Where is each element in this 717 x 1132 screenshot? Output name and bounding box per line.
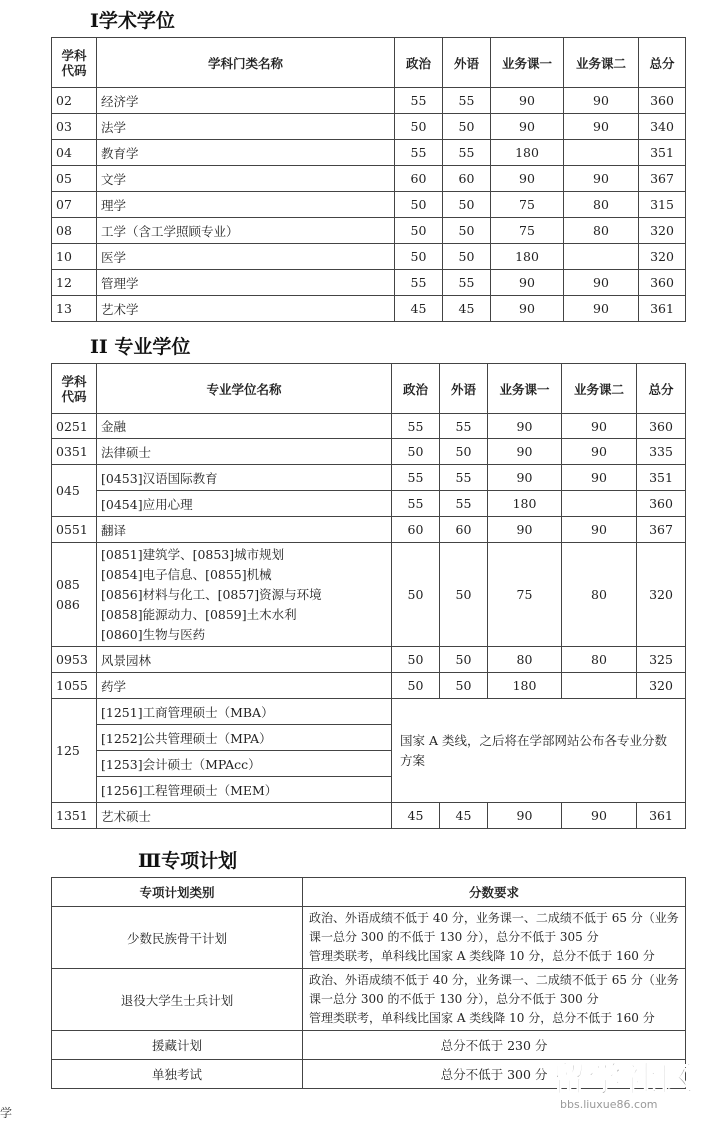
table-row	[52, 192, 686, 218]
code-cell: 1351	[52, 803, 97, 829]
table-row	[52, 270, 686, 296]
score-cell: 90	[491, 114, 564, 140]
header-row	[52, 38, 686, 88]
column-header: 业务课二	[564, 38, 639, 88]
score-cell: 55	[443, 140, 491, 166]
column-header: 学科 代码	[52, 38, 97, 88]
column-header: 分数要求	[303, 878, 686, 907]
score-cell: 90	[491, 88, 564, 114]
column-header: 学科 代码	[52, 364, 97, 414]
name-cell: 工学（含工学照顾专业）	[97, 218, 395, 244]
table-row	[52, 166, 686, 192]
score-cell: 340	[639, 114, 686, 140]
score-cell: 55	[443, 270, 491, 296]
code-cell: 07	[52, 192, 97, 218]
name-cell: 管理学	[97, 270, 395, 296]
code-cell: 0953	[52, 647, 97, 673]
column-header: 专项计划类别	[52, 878, 303, 907]
score-cell: 60	[395, 166, 443, 192]
plan-category: 少数民族骨干计划	[52, 907, 303, 969]
column-header: 总分	[639, 38, 686, 88]
score-cell: 75	[491, 218, 564, 244]
table-row	[52, 907, 686, 969]
name-cell: 艺术硕士	[97, 803, 392, 829]
score-cell: 320	[639, 244, 686, 270]
code-cell: 08	[52, 218, 97, 244]
name-cell: 教育学	[97, 140, 395, 166]
score-cell: 90	[491, 296, 564, 322]
table-row	[52, 218, 686, 244]
score-cell: 90	[564, 296, 639, 322]
score-cell	[564, 140, 639, 166]
name-cell: 经济学	[97, 88, 395, 114]
score-cell: 80	[564, 192, 639, 218]
name-cell: [1251]工商管理硕士（MBA）	[97, 699, 392, 725]
score-cell: 80	[564, 218, 639, 244]
plan-category: 退役大学生士兵计划	[52, 969, 303, 1031]
score-cell: 90	[491, 166, 564, 192]
score-cell: 50	[443, 192, 491, 218]
table-row: 0953 风景园林 50 50 80 80 325	[52, 647, 686, 673]
score-cell: 50	[395, 114, 443, 140]
score-cell: 90	[564, 114, 639, 140]
academic-degree-table	[51, 37, 686, 322]
score-cell: 90	[564, 166, 639, 192]
name-cell: 风景园林	[97, 647, 392, 673]
score-cell: 90	[564, 270, 639, 296]
score-cell: 360	[639, 88, 686, 114]
section3-heading: Ⅲ专项计划	[138, 850, 238, 872]
table-row: 045 [0453]汉语国际教育 55 55 90 90 351	[52, 465, 686, 491]
score-cell: 50	[443, 218, 491, 244]
header-row	[52, 878, 686, 907]
code-cell: 02	[52, 88, 97, 114]
footer-fragment: 学	[0, 1106, 13, 1120]
code-cell: 05	[52, 166, 97, 192]
column-header: 政治	[395, 38, 443, 88]
table-row	[52, 114, 686, 140]
column-header: 学科门类名称	[97, 38, 395, 88]
table-header	[52, 38, 686, 88]
column-header: 业务课二	[562, 364, 637, 414]
watermark-logo: 留学社区	[552, 1060, 696, 1100]
code-cell: 13	[52, 296, 97, 322]
name-cell: [0454]应用心理	[97, 491, 392, 517]
name-cell: 医学	[97, 244, 395, 270]
score-requirement: 政治、外语成绩不低于 40 分，业务课一、二成绩不低于 65 分（业务课一总分 300 的不低于 130 分），总分不低于 305 分 管理类联考，单科线比国家 A 类线降 10 分，总分不低于 160 分	[303, 907, 686, 969]
name-cell: 艺术学	[97, 296, 395, 322]
score-cell: 55	[443, 88, 491, 114]
plan-category: 援藏计划	[52, 1031, 303, 1060]
score-cell: 45	[443, 296, 491, 322]
table-row: 0251 金融 55 55 90 90 360	[52, 414, 686, 439]
score-cell: 90	[564, 88, 639, 114]
section1-heading: Ⅰ学术学位	[90, 10, 175, 32]
name-cell: 理学	[97, 192, 395, 218]
column-header: 业务课一	[488, 364, 562, 414]
column-header: 外语	[440, 364, 488, 414]
professional-degree-table	[51, 363, 686, 829]
code-cell: 0551	[52, 517, 97, 543]
table-row: 085 086 [0851]建筑学、[0853]城市规划 [0854]电子信息、[0855]机械 [0856]材料与化工、[0857]资源与环境 [0858]能源动力、[0859]土木水利 [0860]生物与医药 50 50 75 80 320	[52, 543, 686, 647]
score-cell: 75	[491, 192, 564, 218]
score-cell: 50	[443, 114, 491, 140]
table-row	[52, 140, 686, 166]
code-cell: 0251	[52, 414, 97, 439]
score-cell: 55	[395, 140, 443, 166]
name-cell: [0453]汉语国际教育	[97, 465, 392, 491]
table-row	[52, 699, 686, 725]
name-cell: 翻译	[97, 517, 392, 543]
header-row	[52, 364, 686, 414]
name-cell: 法学	[97, 114, 395, 140]
score-cell: 351	[639, 140, 686, 166]
table-row: 1351 艺术硕士 45 45 90 90 361	[52, 803, 686, 829]
table-row	[52, 244, 686, 270]
score-cell: 50	[443, 244, 491, 270]
code-cell: 12	[52, 270, 97, 296]
score-requirement: 总分不低于 230 分	[303, 1031, 686, 1060]
name-cell: 药学	[97, 673, 392, 699]
score-cell: 315	[639, 192, 686, 218]
code-cell: 085 086	[52, 543, 97, 647]
table-row	[52, 969, 686, 1031]
table-row: 0551 翻译 60 60 90 90 367	[52, 517, 686, 543]
code-cell: 04	[52, 140, 97, 166]
name-cell: 法律硕士	[97, 439, 392, 465]
table-row	[52, 296, 686, 322]
table-row	[52, 88, 686, 114]
table-header	[52, 364, 686, 414]
score-cell: 50	[395, 244, 443, 270]
score-note: 国家 A 类线，之后将在学部网站公布各专业分数方案	[392, 699, 686, 803]
code-cell: 10	[52, 244, 97, 270]
code-cell: 125	[52, 699, 97, 803]
score-cell: 60	[443, 166, 491, 192]
name-cell: [1253]会计硕士（MPAcc）	[97, 751, 392, 777]
column-header: 总分	[637, 364, 686, 414]
column-header: 外语	[443, 38, 491, 88]
code-cell: 0351	[52, 439, 97, 465]
score-cell: 180	[491, 140, 564, 166]
score-cell: 367	[639, 166, 686, 192]
score-cell: 180	[491, 244, 564, 270]
code-cell: 1055	[52, 673, 97, 699]
score-cell: 45	[395, 296, 443, 322]
score-cell: 55	[395, 270, 443, 296]
watermark-url: bbs.liuxue86.com	[560, 1098, 658, 1111]
score-cell: 50	[395, 218, 443, 244]
score-cell: 320	[639, 218, 686, 244]
score-cell	[564, 244, 639, 270]
code-cell: 045	[52, 465, 97, 517]
name-cell: [1252]公共管理硕士（MPA）	[97, 725, 392, 751]
score-cell: 50	[395, 192, 443, 218]
column-header: 专业学位名称	[97, 364, 392, 414]
plan-category: 单独考试	[52, 1060, 303, 1089]
score-cell: 90	[491, 270, 564, 296]
name-cell: 金融	[97, 414, 392, 439]
name-cell: 文学	[97, 166, 395, 192]
column-header: 业务课一	[491, 38, 564, 88]
table-row: [0454]应用心理 55 55 180 360	[52, 491, 686, 517]
score-cell: 360	[639, 270, 686, 296]
table-row: 0351 法律硕士 50 50 90 90 335	[52, 439, 686, 465]
section2-heading: II 专业学位	[90, 336, 191, 358]
name-cell: [1256]工程管理硕士（MEM）	[97, 777, 392, 803]
score-cell: 361	[639, 296, 686, 322]
score-requirement: 政治、外语成绩不低于 40 分，业务课一、二成绩不低于 65 分（业务课一总分 300 的不低于 130 分），总分不低于 300 分 管理类联考，单科线比国家 A 类线降 10 分，总分不低于 160 分	[303, 969, 686, 1031]
column-header: 政治	[392, 364, 440, 414]
score-cell: 55	[395, 88, 443, 114]
code-cell: 03	[52, 114, 97, 140]
score-requirement: 总分不低于 300 分	[303, 1060, 686, 1089]
name-cell: [0851]建筑学、[0853]城市规划 [0854]电子信息、[0855]机械 [0856]材料与化工、[0857]资源与环境 [0858]能源动力、[0859]土木水利 [0860]生物与医药	[97, 543, 392, 647]
table-header	[52, 878, 686, 907]
table-row: 1055 药学 50 50 180 320	[52, 673, 686, 699]
